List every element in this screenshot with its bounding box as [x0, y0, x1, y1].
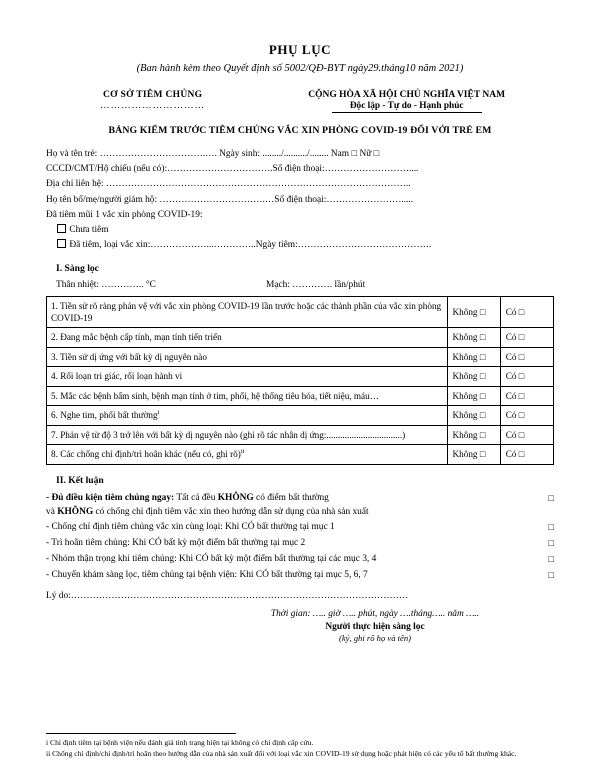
footnote-marker: i [157, 409, 160, 417]
table-row [47, 296, 554, 328]
conclusion-checkbox-1[interactable]: □ [548, 523, 554, 534]
screening-answer-yes[interactable]: Có □ [500, 406, 553, 425]
footnote-2: ii Chống chỉ định/chỉ định/trì hoãn theo hướng dẫn của nhà sản xuất đối với loại vắc xin COVID-19 sử dụng hoặc phát hiện có các yếu tố bất thường khác. [46, 749, 517, 758]
nation-title: CỘNG HÒA XÃ HỘI CHỦ NGHĨA VIỆT NAM [308, 90, 506, 100]
table-row [47, 347, 554, 366]
table-row [47, 386, 554, 405]
motto-underline [332, 112, 482, 113]
signature-time: Thời gian: ….. giờ ….. phút, ngày ….tháng….. năm ….. [270, 608, 480, 619]
screening-answer-no[interactable]: Không □ [447, 386, 500, 405]
facility-label: CƠ SỞ TIÊM CHỦNG [102, 90, 203, 100]
nation-motto: Độc lập - Tự do - Hạnh phúc [349, 101, 464, 111]
label-vaccinated: Đã tiêm, loại vắc xin:………………...…………..Ngày tiêm:……………………………………. [69, 240, 432, 251]
screening-answer-no[interactable]: Không □ [447, 406, 500, 425]
signature-note: (ký, ghi rõ họ và tên) [338, 632, 412, 643]
screening-question: 5. Mắc các bệnh bẩm sinh, bệnh mạn tính ở tim, phổi, hệ thống tiêu hóa, tiết niệu, máu… [47, 386, 448, 405]
document-subtitle: (Ban hành kèm theo Quyết định số 5002/QĐ-BYT ngày29.tháng10 năm 2021) [136, 63, 464, 74]
screening-question [47, 445, 448, 464]
checkbox-not-vaccinated[interactable] [57, 224, 66, 233]
table-row [47, 406, 554, 425]
footnote-1: i Chỉ định tiêm tại bệnh viện nếu đánh giá tình trạng hiện tại không có chỉ định cấp cứu. [46, 738, 314, 747]
footnote-marker: ii [240, 448, 245, 456]
vitals-row [46, 280, 554, 290]
header-left [46, 90, 259, 111]
screening-question: 7. Phản vệ từ độ 3 trở lên với bất kỳ dị nguyên nào (ghi rõ tác nhân dị ứng:.................................) [47, 425, 448, 444]
conclusion-lead-bold: - Đủ điều kiện tiêm chủng ngay: [46, 492, 175, 503]
screening-answer-yes[interactable]: Có □ [500, 367, 553, 386]
document-title: PHỤ LỤC [268, 42, 332, 57]
conclusion-item-text: - Trì hoãn tiêm chủng: Khi CÓ bất kỳ một điểm bất thường tại mục 2 [46, 538, 306, 549]
screening-answer-yes[interactable]: Có □ [500, 347, 553, 366]
field-dose1-label: Đã tiêm mũi 1 vắc xin phòng COVID-19: [46, 209, 203, 220]
section-conclusion-title: II. Kết luận [56, 474, 104, 486]
field-id-phone: CCCD/CMT/Hộ chiếu (nếu có):…………………………….Số điện thoại:……………………….... [46, 164, 419, 175]
document-header [46, 90, 554, 113]
conclusion-checkbox-0[interactable]: □ [548, 493, 554, 504]
signature-block [46, 609, 554, 643]
label-not-vaccinated: Chưa tiêm [69, 225, 109, 236]
screening-question-text: 6. Nghe tim, phổi bất thường [51, 410, 158, 421]
signature-role: Người thực hiện sàng lọc [325, 621, 425, 632]
conclusion-item-row [46, 568, 554, 584]
table-row [47, 328, 554, 347]
conclusion-item-text: - Chuyển khám sàng lọc, tiêm chủng tại bệnh viện: Khi CÓ bất thường tại mục 5, 6, 7 [46, 569, 368, 580]
patient-fields [46, 147, 554, 254]
conclusion-main-row [46, 491, 554, 521]
screening-question: 3. Tiền sử dị ứng với bất kỳ dị nguyên nào [47, 347, 448, 366]
conclusion-item-row [46, 536, 554, 552]
checkbox-vaccinated[interactable] [57, 239, 66, 248]
screening-table [46, 296, 554, 465]
field-guardian: Họ tên bố/mẹ/người giám hộ: …………………………….…Số điện thoại:……………………..... [46, 194, 414, 205]
screening-answer-no[interactable]: Không □ [447, 296, 500, 328]
screening-answer-yes[interactable]: Có □ [500, 386, 553, 405]
footnote-divider [46, 733, 236, 734]
screening-question [47, 406, 448, 425]
conclusion-item-row [46, 552, 554, 568]
field-address: Địa chỉ liên hệ: …………………………………………………………………………………….. [46, 179, 411, 190]
screening-question: 1. Tiền sử rõ ràng phản vệ với vắc xin phòng COVID-19 lần trước hoặc các thành phần của vắc xin phòng COVID-19 [47, 296, 448, 328]
conclusion-section [46, 475, 554, 601]
conclusion-item-row [46, 520, 554, 536]
vital-temperature: Thân nhiệt: ………….. °C [56, 279, 156, 290]
conclusion-checkbox-3[interactable]: □ [548, 555, 554, 565]
field-vaccinated-row [56, 238, 554, 253]
screening-answer-no[interactable]: Không □ [447, 445, 500, 464]
screening-answer-yes[interactable]: Có □ [500, 296, 553, 328]
table-row [47, 367, 554, 386]
screening-answer-no[interactable]: Không □ [447, 367, 500, 386]
reason-field[interactable]: Lý do:……………………………………………………………………………………………… [46, 590, 409, 601]
header-right [259, 90, 554, 113]
conclusion-item-text: - Nhóm thận trọng khi tiêm chủng: Khi CÓ bất kỳ một điểm bất thường tại các mục 3, 4 [46, 554, 377, 564]
conclusion-main-text [46, 491, 383, 521]
facility-dots: ………………………… [100, 101, 206, 111]
table-row [47, 445, 554, 464]
form-title: BẢNG KIỂM TRƯỚC TIÊM CHỦNG VẮC XIN PHÒNG COVID-19 ĐỐI VỚI TRẺ EM [108, 125, 492, 136]
vital-pulse: Mạch: …………. lần/phút [266, 279, 366, 290]
screening-answer-no[interactable]: Không □ [447, 347, 500, 366]
conclusion-checkbox-4[interactable]: □ [548, 570, 554, 581]
screening-question-text: 8. Các chống chỉ định/trì hoãn khác (nếu có, ghi rõ) [51, 449, 241, 460]
screening-answer-yes[interactable]: Có □ [500, 425, 553, 444]
screening-question: 4. Rối loạn tri giác, rối loạn hành vi [47, 367, 448, 386]
footnotes [46, 733, 554, 759]
conclusion-checkbox-2[interactable]: □ [548, 539, 554, 550]
screening-answer-no[interactable]: Không □ [447, 425, 500, 444]
screening-answer-yes[interactable]: Có □ [500, 328, 553, 347]
screening-answer-no[interactable]: Không □ [447, 328, 500, 347]
table-row [47, 425, 554, 444]
screening-question: 2. Đang mắc bệnh cấp tính, mạn tính tiến triển [47, 328, 448, 347]
section-screening-title: I. Sàng lọc [56, 262, 99, 274]
conclusion-lead-line2: và KHÔNG có chống chỉ định tiêm vắc xin theo hướng dẫn sử dụng của nhà sản xuất [46, 507, 369, 518]
conclusion-body [46, 491, 554, 584]
conclusion-item-text: - Chống chỉ định tiêm chủng vắc xin cùng loại: Khi CÓ bất thường tại mục 1 [46, 522, 335, 533]
field-child-name: Họ và tên trẻ: …………………………….…. Ngày sinh: ......../........../........ Nam □ Nữ □ [46, 149, 380, 159]
conclusion-lead-rest: Tất cả đều KHÔNG có điểm bất thường [176, 492, 329, 503]
screening-answer-yes[interactable]: Có □ [500, 445, 553, 464]
field-not-vaccinated-row [56, 223, 554, 238]
